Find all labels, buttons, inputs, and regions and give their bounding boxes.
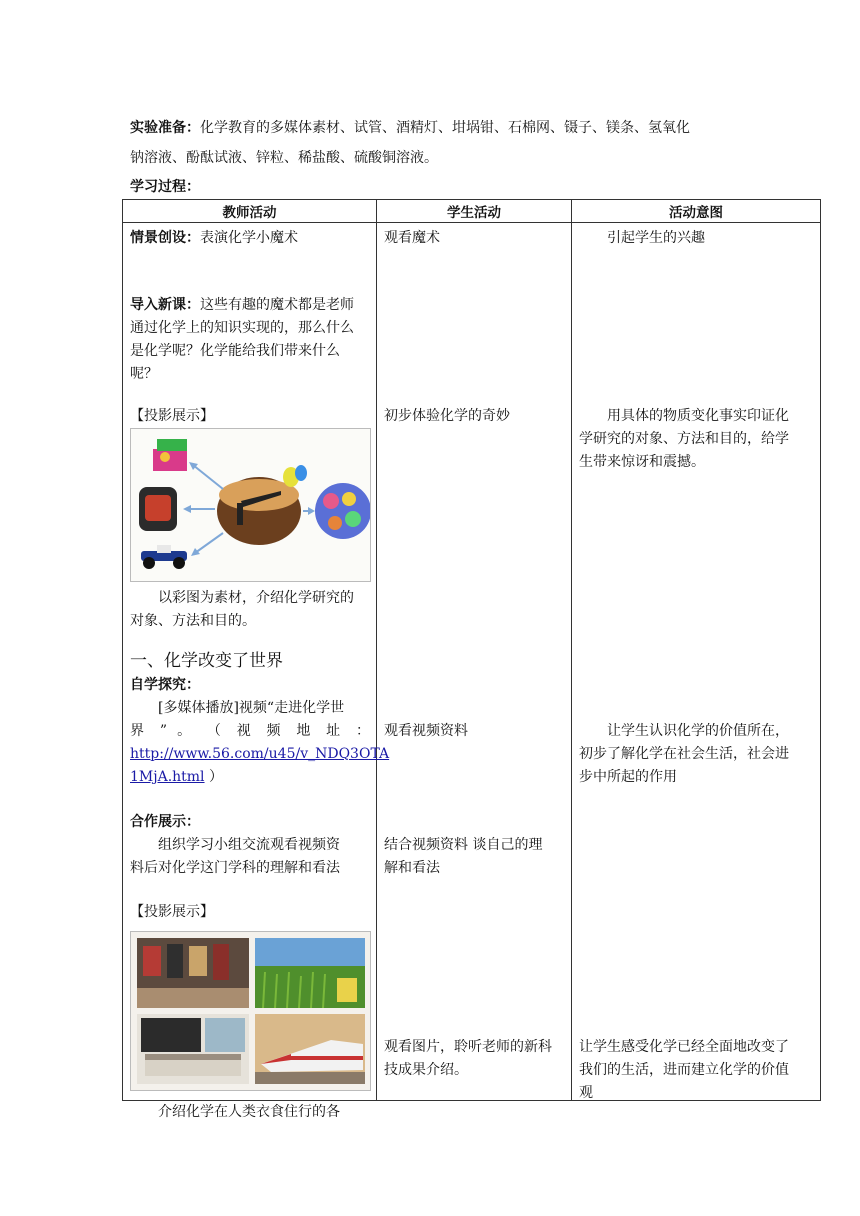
table-row bbox=[123, 223, 821, 1101]
student-activity-1: 观看魔术 bbox=[384, 230, 440, 246]
prep-text-line1: 化学教育的多媒体素材、试管、酒精灯、坩埚钳、石棉网、镊子、镁条、氢氧化 bbox=[200, 120, 690, 136]
header-teacher: 教师活动 bbox=[123, 200, 377, 223]
intent-1: 引起学生的兴趣 bbox=[607, 230, 705, 246]
coop-text-l1: 组织学习小组交流观看视频资 bbox=[158, 837, 340, 853]
video-text-l1: [多媒体播放]视频“走进化学世 bbox=[158, 700, 345, 716]
video-link-cont[interactable]: 1MjA.html bbox=[130, 769, 205, 785]
intro-text-l4: 呢？ bbox=[130, 366, 158, 382]
experiment-preparation bbox=[130, 113, 750, 173]
intent-2-l3: 生带来惊讶和震撼。 bbox=[579, 454, 705, 470]
intent-4-l2: 我们的生活，进而建立化学的价值 bbox=[579, 1062, 789, 1078]
img2-caption: 介绍化学在人类衣食住行的各 bbox=[158, 1104, 340, 1120]
header-intent: 活动意图 bbox=[572, 200, 821, 223]
img1-caption-l2: 对象、方法和目的。 bbox=[130, 613, 256, 629]
coop-text-l2: 料后对化学这门学科的理解和看法 bbox=[130, 860, 340, 876]
intro-text-l1: 这些有趣的魔术都是老师 bbox=[200, 297, 354, 313]
video-close: ） bbox=[204, 769, 223, 785]
student-activity-4-l2: 解和看法 bbox=[384, 860, 440, 876]
student-activity-3: 观看视频资料 bbox=[384, 723, 468, 739]
student-activity-5-l2: 技成果介绍。 bbox=[384, 1062, 468, 1078]
header-student: 学生活动 bbox=[377, 200, 572, 223]
intent-3-l2: 初步了解化学在社会生活，社会进 bbox=[579, 746, 789, 762]
intro-label: 导入新课： bbox=[130, 297, 200, 313]
student-activity-4-l1: 结合视频资料 谈自己的理 bbox=[384, 837, 543, 853]
student-cell bbox=[377, 223, 572, 1101]
lesson-table bbox=[122, 199, 821, 1120]
video-text-l2: 界 ” 。 （ 视 频 地 址 ： bbox=[130, 723, 370, 739]
student-activity-5-l1: 观看图片，聆听老师的新科 bbox=[384, 1039, 552, 1055]
intent-cell bbox=[572, 223, 821, 1101]
section-title: 一、化学改变了世界 bbox=[130, 651, 283, 671]
self-study-label: 自学探究： bbox=[130, 677, 200, 693]
video-link[interactable]: http://www.56.com/u45/v_NDQ3OTA bbox=[130, 746, 390, 762]
intent-4-l3: 观 bbox=[579, 1085, 593, 1101]
projection-label-2: 【投影展示】 bbox=[130, 904, 214, 920]
intent-4-l1: 让学生感受化学已经全面地改变了 bbox=[579, 1039, 789, 1055]
intent-2-l2: 学研究的对象、方法和目的，给学 bbox=[579, 431, 789, 447]
intro-text-l3: 是化学呢？化学能给我们带来什么 bbox=[130, 343, 340, 359]
projection-label-1: 【投影展示】 bbox=[130, 408, 214, 424]
intent-2-l1: 用具体的物质变化事实印证化 bbox=[607, 408, 789, 424]
intent-3-l1: 让学生认识化学的价值所在， bbox=[607, 723, 789, 739]
intent-3-l3: 步中所起的作用 bbox=[579, 769, 677, 785]
process-label: 学习过程： bbox=[130, 179, 200, 195]
scene-text: 表演化学小魔术 bbox=[200, 230, 298, 246]
intro-text-l2: 通过化学上的知识实现的，那么什么 bbox=[130, 320, 354, 336]
clothing-food-housing-transport-image bbox=[130, 931, 371, 1091]
coop-label: 合作展示： bbox=[130, 814, 200, 830]
student-activity-2: 初步体验化学的奇妙 bbox=[384, 408, 510, 424]
chemistry-collage-image bbox=[130, 428, 371, 582]
teacher-cell bbox=[123, 223, 390, 1120]
prep-text-line2: 钠溶液、酚酞试液、锌粒、稀盐酸、硫酸铜溶液。 bbox=[130, 150, 438, 166]
scene-label: 情景创设： bbox=[130, 230, 200, 246]
prep-label: 实验准备： bbox=[130, 120, 200, 136]
img1-caption-l1: 以彩图为素材，介绍化学研究的 bbox=[158, 590, 354, 606]
table-header-row bbox=[123, 200, 821, 223]
